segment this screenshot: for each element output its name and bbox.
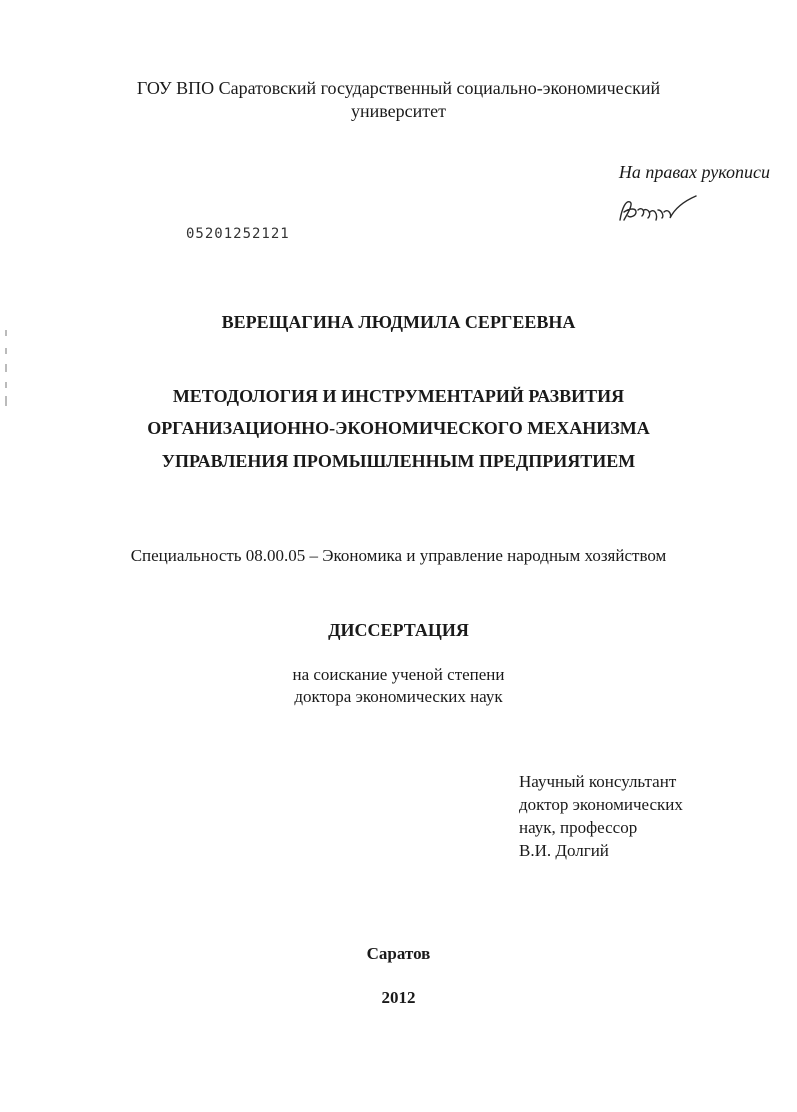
city: Саратов [366,944,431,963]
scientific-consultant [519,770,683,862]
document-code: 05201252121 [186,226,290,242]
document-type: ДИССЕРТАЦИЯ [328,620,469,640]
scan-edge-marks [4,330,8,410]
consultant-line-2: доктор экономических [519,795,683,814]
title-line-3: УПРАВЛЕНИЯ ПРОМЫШЛЕННЫМ ПРЕДПРИЯТИЕМ [161,451,636,471]
specialty: Специальность 08.00.05 – Экономика и управление народным хозяйством [130,546,667,565]
institution-line-1: ГОУ ВПО Саратовский государственный социально-экономический [136,78,661,98]
manuscript-note: На правах рукописи [618,162,770,182]
title-line-1: МЕТОДОЛОГИЯ И ИНСТРУМЕНТАРИЙ РАЗВИТИЯ [172,386,625,406]
institution-line-2: университет [351,101,446,121]
year: 2012 [381,988,416,1007]
degree-line-1: на соискание ученой степени [292,665,505,684]
title-line-2: ОРГАНИЗАЦИОННО-ЭКОНОМИЧЕСКОГО МЕХАНИЗМА [147,418,650,438]
consultant-line-3: наук, профессор [519,818,638,837]
degree-line-2: доктора экономических наук [294,687,503,706]
consultant-line-1: Научный консультант [519,772,677,791]
author-name: ВЕРЕЩАГИНА ЛЮДМИЛА СЕРГЕЕВНА [221,312,576,332]
consultant-line-4: В.И. Долгий [519,841,609,860]
handwritten-signature [612,190,702,230]
